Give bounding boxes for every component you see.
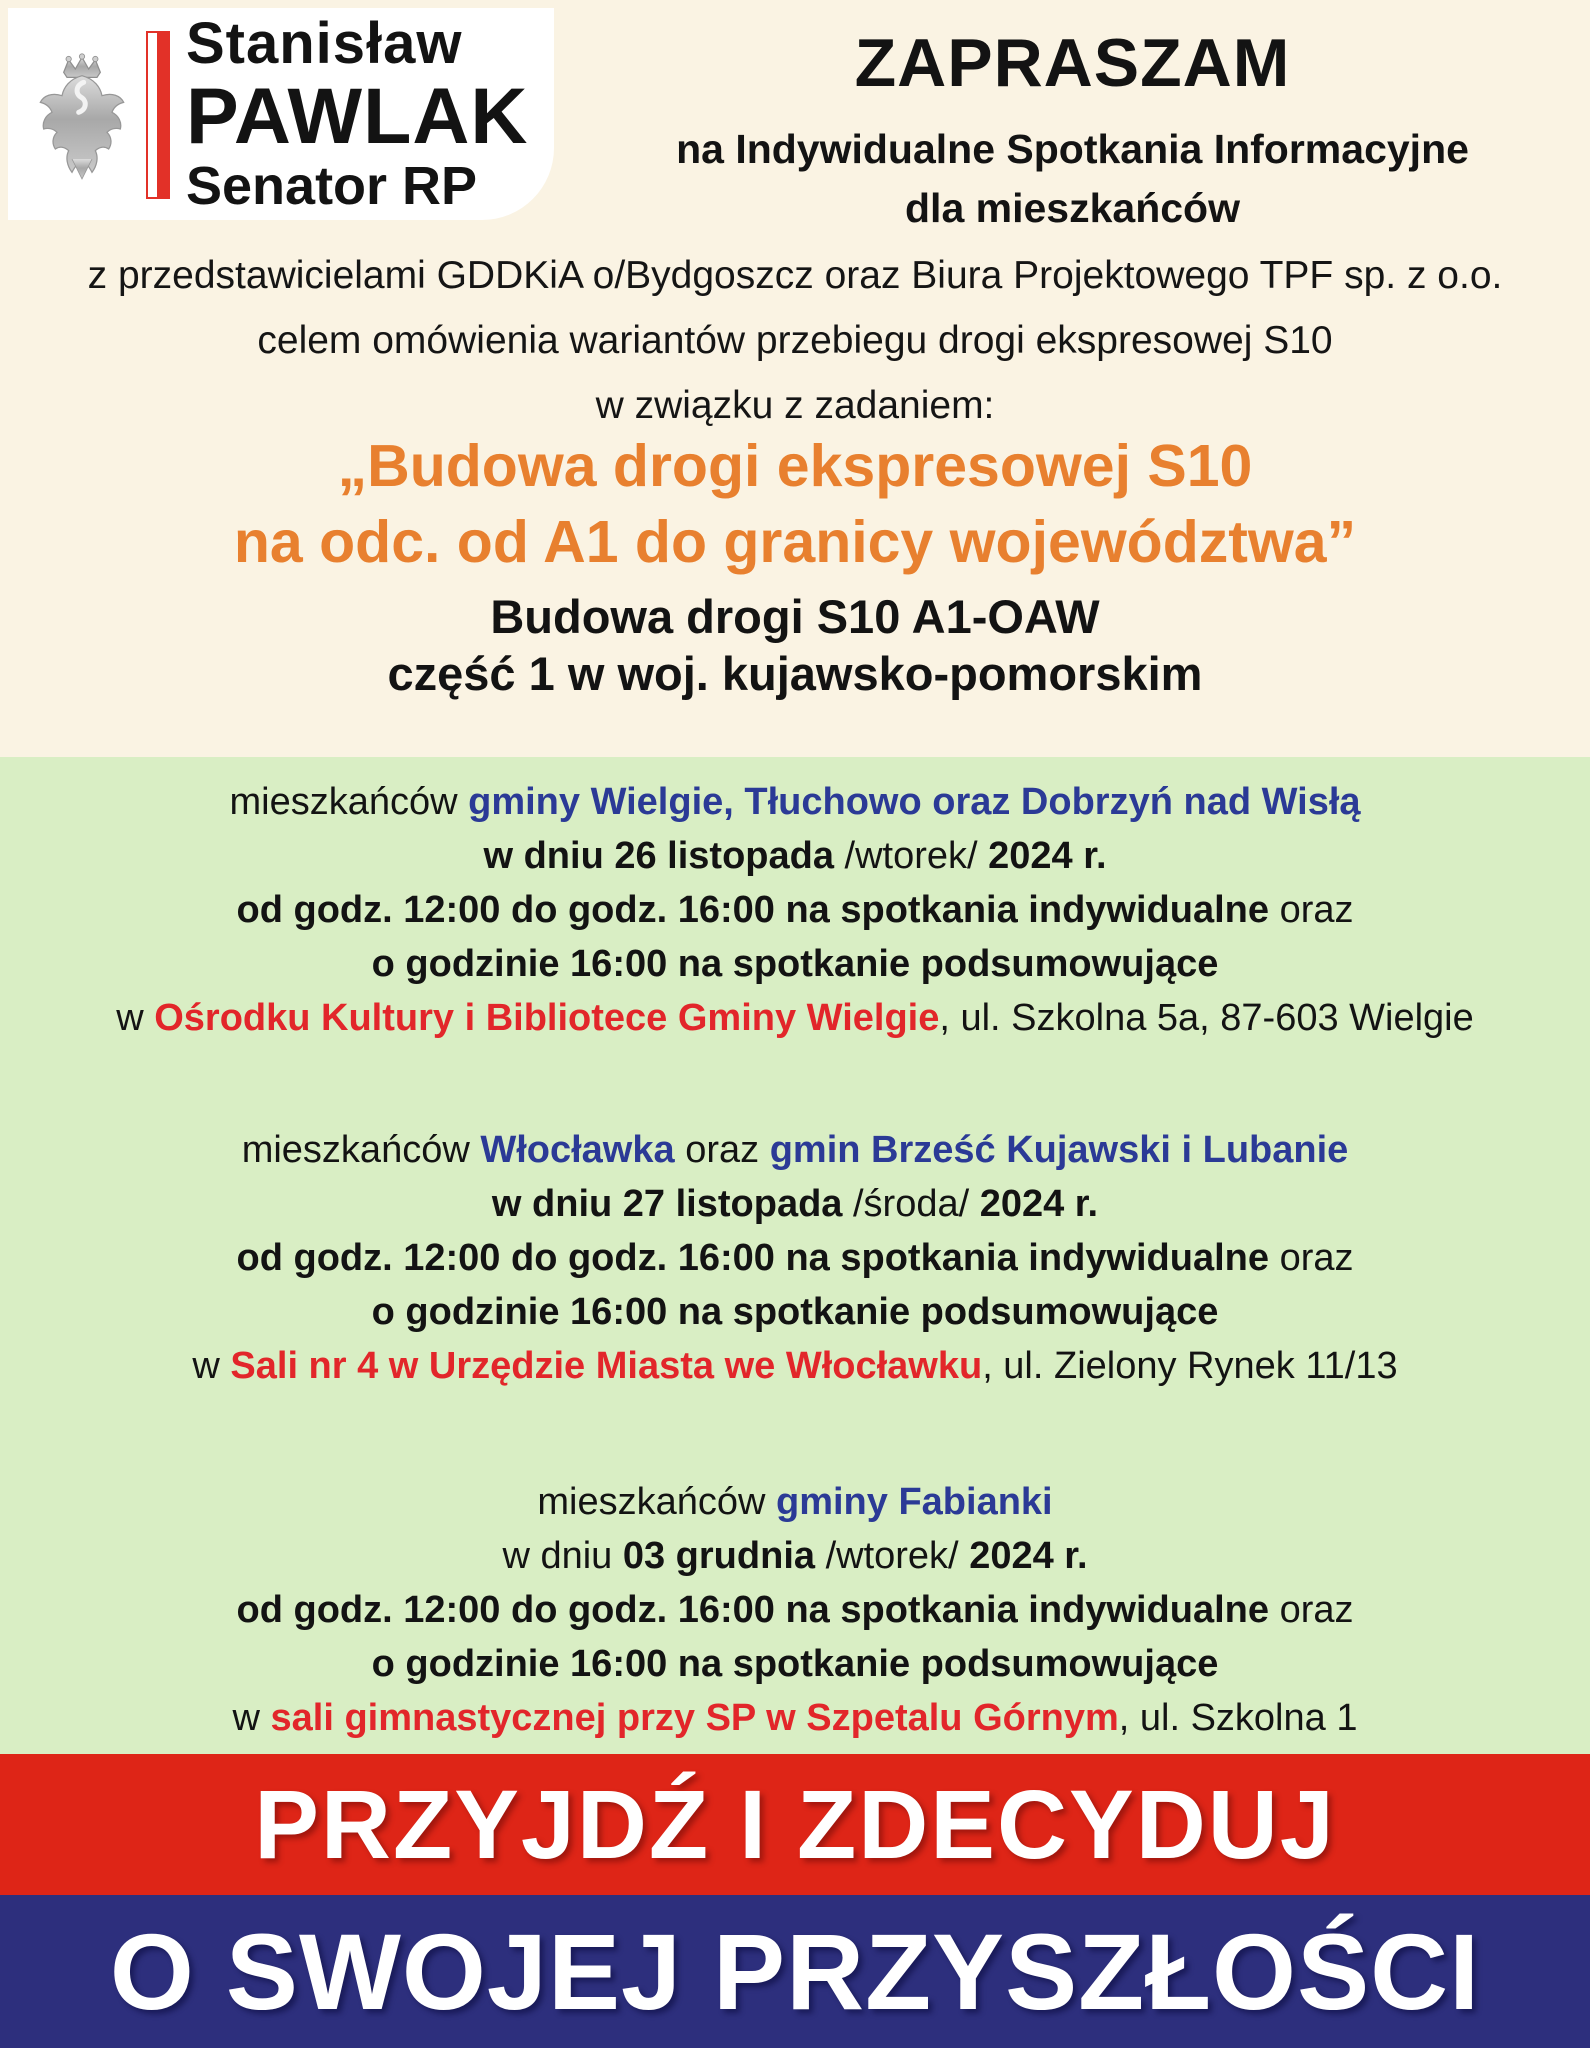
text-segment: mieszkańców xyxy=(537,1481,776,1523)
text-segment: Sali nr 4 w Urzędzie Miasta we Włocławku xyxy=(230,1345,983,1387)
text-segment: gmin Brześć Kujawski i Lubanie xyxy=(769,1129,1349,1171)
text-segment: Ośrodku Kultury i Bibliotece Gminy Wielgie xyxy=(154,997,940,1039)
text-segment: Włocławka xyxy=(480,1129,675,1171)
text-segment: /wtorek/ xyxy=(844,835,989,877)
text-segment: 2024 r. xyxy=(979,1183,1099,1225)
text-segment: od godz. 12:00 do godz. 16:00 na spotkania indywidualne xyxy=(236,1237,1280,1279)
meeting-summary xyxy=(0,937,1590,991)
text-segment: /wtorek/ xyxy=(825,1535,970,1577)
text-segment: w dniu 26 listopada xyxy=(483,835,845,877)
meeting-hours xyxy=(0,1231,1590,1285)
meeting-date xyxy=(0,829,1590,883)
text-segment: oraz xyxy=(1279,1589,1354,1631)
project-quote-line1: „Budowa drogi ekspresowej S10 xyxy=(337,433,1253,499)
meeting-hours xyxy=(0,883,1590,937)
cta-band-red xyxy=(0,1754,1590,1895)
text-segment: 2024 r. xyxy=(988,835,1107,877)
invitation-header xyxy=(555,24,1590,232)
text-segment: od godz. 12:00 do godz. 16:00 na spotkania indywidualne xyxy=(236,889,1280,931)
text-segment: w dniu 27 listopada xyxy=(491,1183,853,1225)
text-segment: o godzinie 16:00 na spotkanie podsumowujące xyxy=(371,1291,1219,1333)
text-segment: o godzinie 16:00 na spotkanie podsumowujące xyxy=(371,943,1219,985)
intro-paragraph xyxy=(0,243,1590,438)
invite-subtitle-line2: dla mieszkańców xyxy=(905,185,1240,231)
project-subtitle-line2: część 1 w woj. kujawsko-pomorskim xyxy=(387,647,1203,700)
text-segment: o godzinie 16:00 na spotkanie podsumowujące xyxy=(371,1643,1219,1685)
meeting-date xyxy=(0,1529,1590,1583)
project-subtitle xyxy=(0,588,1590,702)
text-segment: 03 grudnia xyxy=(622,1535,826,1577)
meeting-block-wloclawek xyxy=(0,1123,1590,1393)
meeting-location xyxy=(0,1339,1590,1393)
text-segment: w xyxy=(116,997,155,1039)
text-segment: w xyxy=(232,1697,271,1739)
invite-title: ZAPRASZAM xyxy=(854,25,1291,101)
text-segment: /środa/ xyxy=(852,1183,980,1225)
senator-first-name: Stanisław xyxy=(186,11,463,76)
invite-subtitle-line1: na Indywidualne Spotkania Informacyjne xyxy=(676,126,1469,172)
text-segment: gminy Fabianki xyxy=(776,1481,1053,1523)
text-segment: sali gimnastycznej przy SP w Szpetalu Górnym xyxy=(270,1697,1119,1739)
text-segment: mieszkańców xyxy=(229,781,469,823)
meeting-date xyxy=(0,1177,1590,1231)
meeting-location xyxy=(0,991,1590,1045)
text-segment: od godz. 12:00 do godz. 16:00 na spotkania indywidualne xyxy=(236,1589,1280,1631)
project-quote xyxy=(0,428,1590,580)
text-segment: gminy Wielgie, Tłuchowo oraz Dobrzyń nad Wisłą xyxy=(468,781,1361,823)
text-segment: , ul. Szkolna 1 xyxy=(1118,1697,1358,1739)
meeting-audience xyxy=(0,1475,1590,1529)
cta-line1: PRZYJDŹ I ZDECYDUJ xyxy=(254,1769,1336,1879)
meeting-block-fabianki xyxy=(0,1475,1590,1745)
meeting-summary xyxy=(0,1285,1590,1339)
text-segment: , ul. Zielony Rynek 11/13 xyxy=(982,1345,1398,1387)
text-segment: oraz xyxy=(1279,1237,1354,1279)
meeting-audience xyxy=(0,775,1590,829)
text-segment: w xyxy=(192,1345,231,1387)
meeting-summary xyxy=(0,1637,1590,1691)
text-segment: mieszkańców xyxy=(241,1129,481,1171)
text-segment: 2024 r. xyxy=(969,1535,1088,1577)
meeting-hours xyxy=(0,1583,1590,1637)
cta-line2: O SWOJEJ PRZYSZŁOŚCI xyxy=(109,1911,1481,2032)
text-segment: , ul. Szkolna 5a, 87-603 Wielgie xyxy=(939,997,1474,1039)
senate-eagle-icon xyxy=(32,29,132,209)
senator-last-name: PAWLAK xyxy=(186,71,529,160)
text-segment: oraz xyxy=(674,1129,770,1171)
intro-line2: celem omówienia wariantów przebiegu drogi ekspresowej S10 xyxy=(257,319,1333,362)
senator-logo-card xyxy=(8,8,554,220)
senator-name-block xyxy=(186,11,529,216)
intro-line3: w związku z zadaniem: xyxy=(595,384,995,427)
intro-line1: z przedstawicielami GDDKiA o/Bydgoszcz oraz Biura Projektowego TPF sp. z o.o. xyxy=(87,254,1503,297)
meetings-section xyxy=(0,757,1590,1754)
cta-band-blue xyxy=(0,1895,1590,2048)
text-segment: oraz xyxy=(1279,889,1354,931)
project-subtitle-line1: Budowa drogi S10 A1-OAW xyxy=(490,590,1100,643)
text-segment: w dniu xyxy=(502,1535,623,1577)
project-quote-line2: na odc. od A1 do granicy województwa” xyxy=(233,509,1357,575)
meeting-audience xyxy=(0,1123,1590,1177)
meeting-location xyxy=(0,1691,1590,1745)
meeting-block-wielgie xyxy=(0,775,1590,1045)
senator-role: Senator RP xyxy=(186,156,478,216)
poland-flag-stripe xyxy=(146,31,170,199)
